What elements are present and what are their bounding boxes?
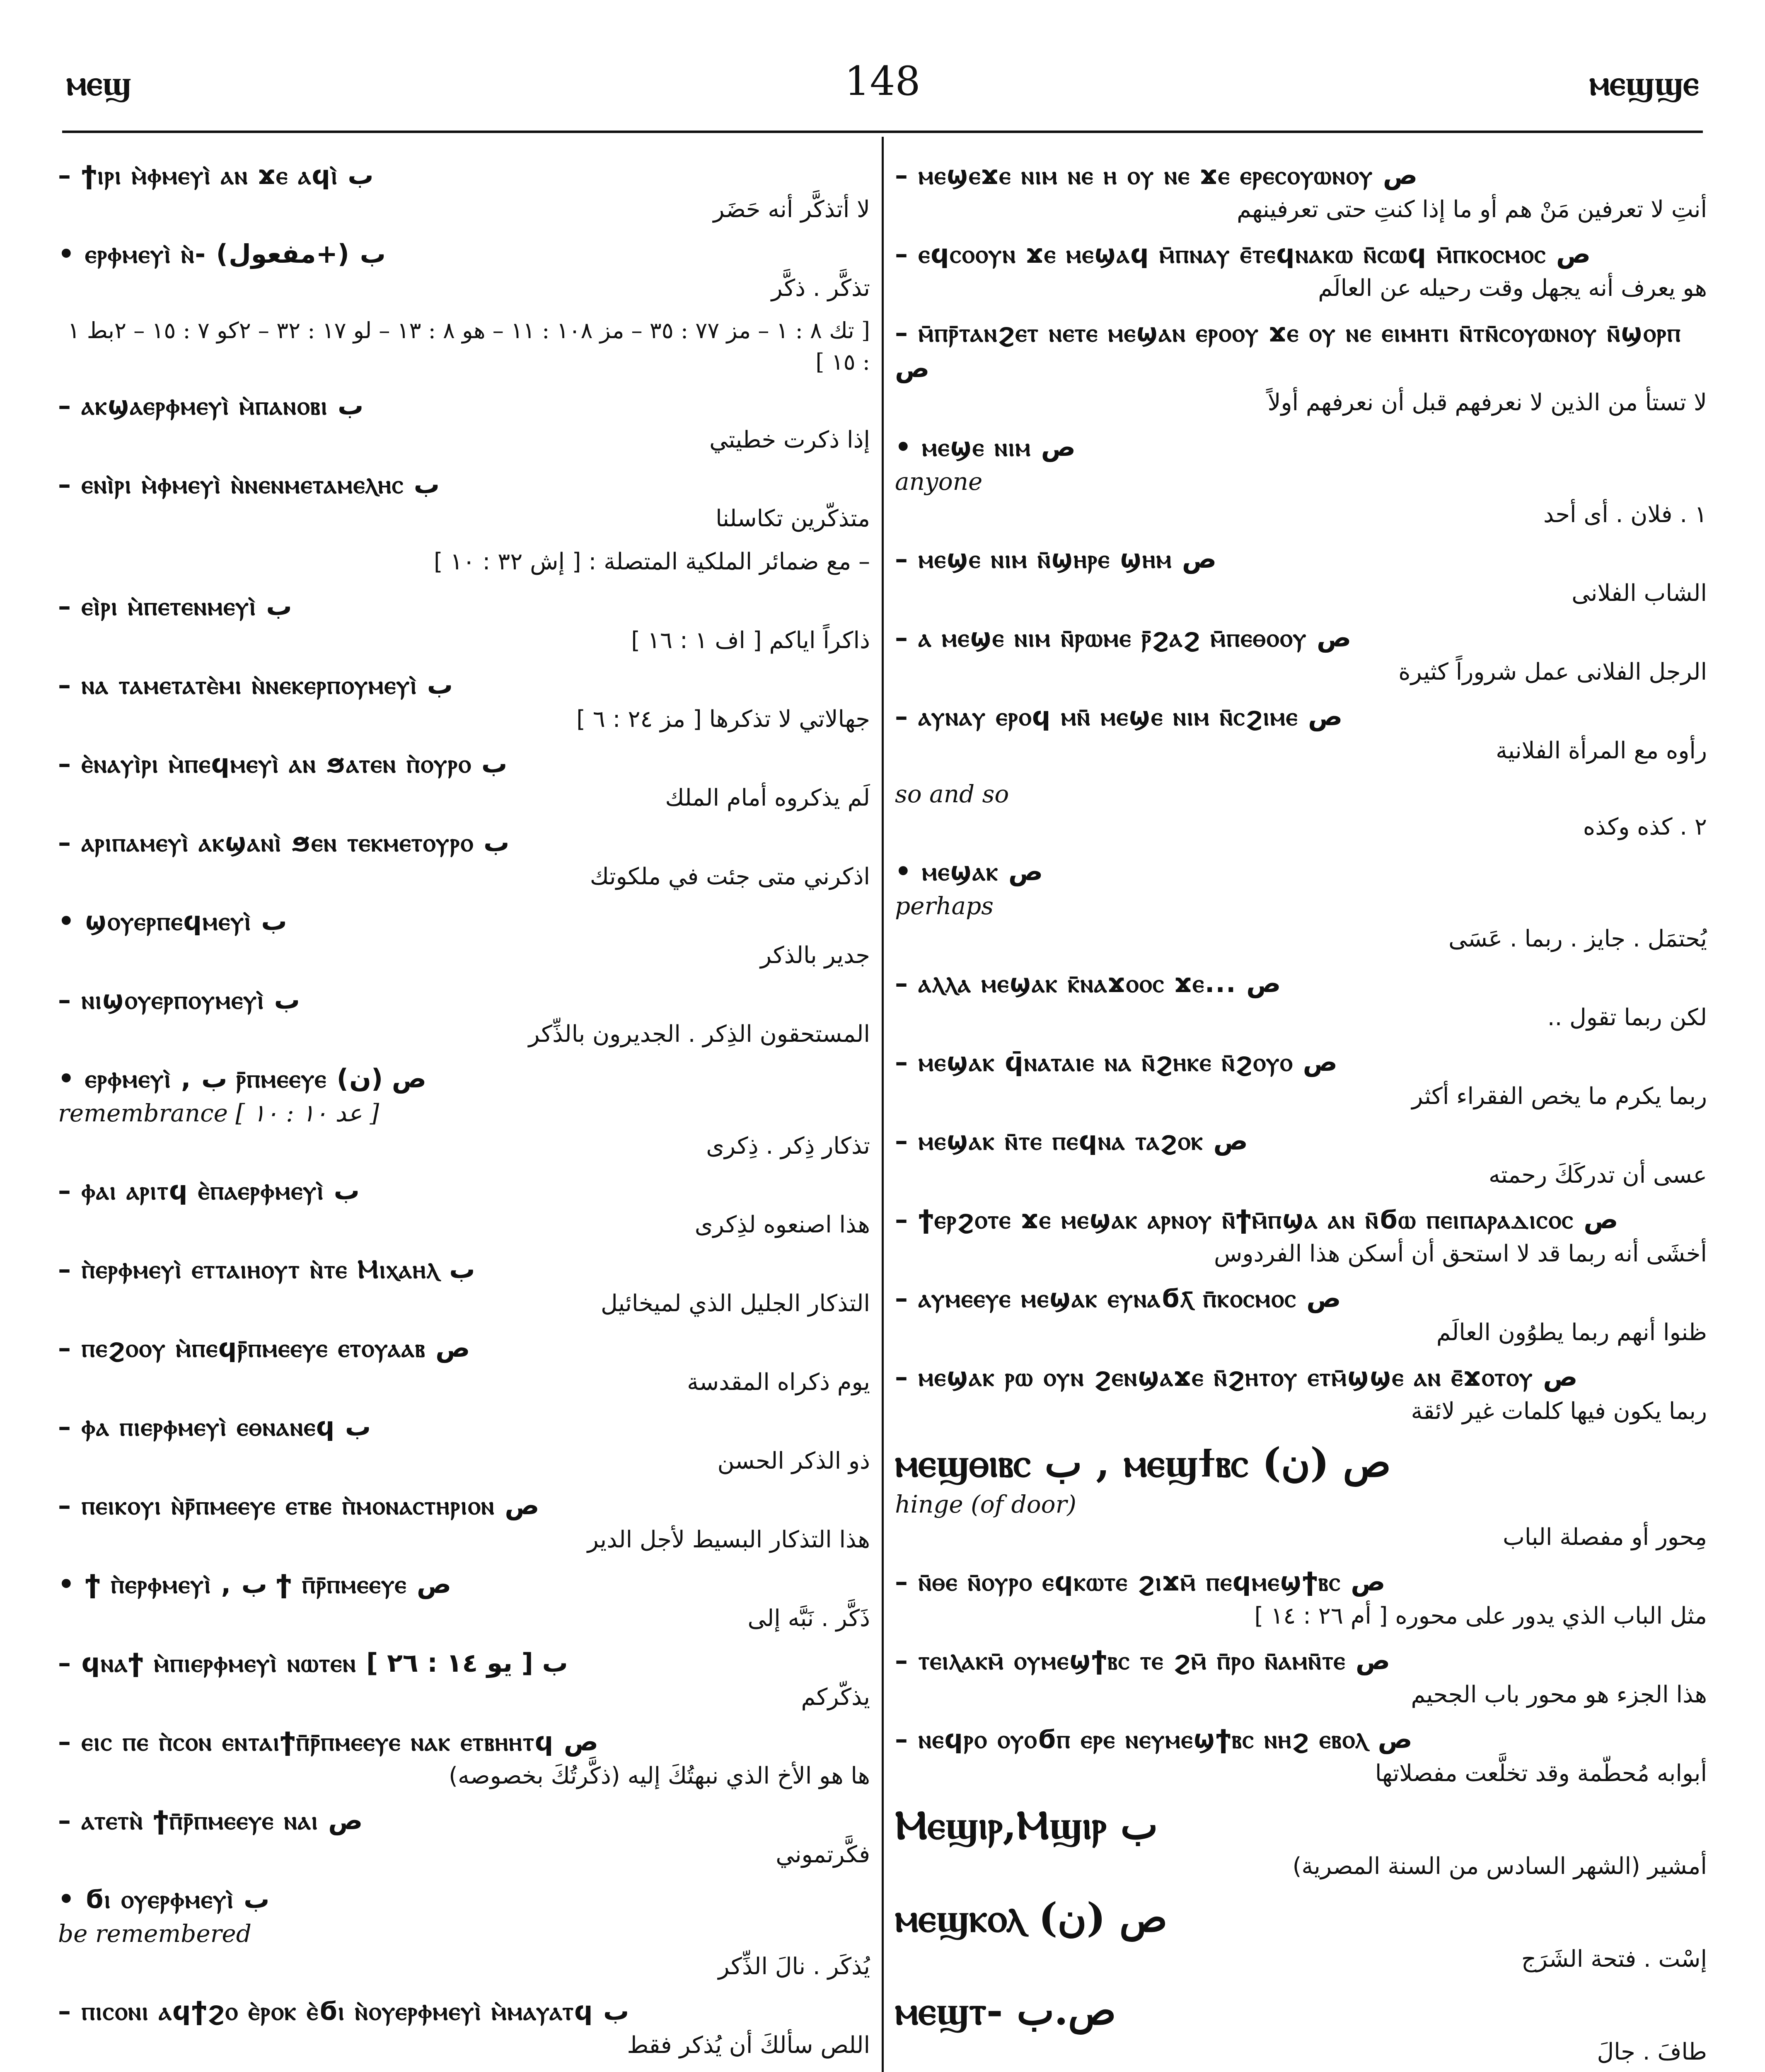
dictionary-entry <box>895 854 1707 956</box>
column-divider <box>882 137 884 2072</box>
entry-english: remembrance [ عد ١٠ : ١٠ ] <box>58 1099 380 1127</box>
dictionary-entry <box>58 388 870 457</box>
entry-arabic: اللص سألكَ أن يُذكر فقط <box>627 2032 870 2059</box>
dictionary-entry <box>58 825 870 893</box>
dictionary-entry <box>58 1881 870 1983</box>
dictionary-entry <box>895 1564 1707 1633</box>
entry-coptic: – ⲁⲩⲛⲁⲩ ⲉⲣⲟϥ ⲙⲛ̄ ⲙⲉϣⲉ ⲛⲓⲙ ⲛ̄ⲥϩⲓⲙⲉ ص <box>895 699 1707 734</box>
entry-english: hinge (of door) <box>895 1490 1076 1518</box>
entry-arabic: جدير بالذكر <box>760 942 870 969</box>
dictionary-entry <box>895 699 1707 767</box>
dictionary-entry <box>895 157 1707 226</box>
dictionary-entry <box>895 1280 1707 1349</box>
entry-coptic: – ⲡⲉϩⲟⲟⲩ ⲙ̀ⲡⲉϥⲣ̄ⲡⲙⲉⲉⲩⲉ ⲉⲧⲟⲩⲁⲁⲃ ص <box>58 1330 870 1366</box>
entry-coptic: – ⲉⲓⲥ ⲡⲉ ⲡ̀ⲥⲟⲛ ⲉⲛⲧⲁⲓϯⲡ̄ⲣ̄ⲡⲙⲉⲉⲩⲉ ⲛⲁⲕ ⲉⲧⲃⲏⲏⲧϥ ص <box>58 1724 870 1760</box>
entry-arabic: رأوه مع المرأة الفلانية <box>1496 737 1707 764</box>
entry-coptic: • ⲉⲣⲫⲙⲉⲩⲓ̀ , ب ⲣ̄ⲡⲙⲉⲉⲩⲉ (ص (ن <box>58 1061 870 1097</box>
entry-coptic: – ⲫⲁ ⲡⲓⲉⲣⲫⲙⲉⲩⲓ̀ ⲉⲑⲛⲁⲛⲉϥ ب <box>58 1409 870 1445</box>
dictionary-entry <box>895 1721 1707 1790</box>
entry-arabic: هذا التذكار البسيط لأجل الدير <box>587 1526 870 1553</box>
entry-english: so and so <box>895 780 1009 808</box>
entry-coptic: • ϭⲓ ⲟⲩⲉⲣⲫⲙⲉⲩⲓ̀ ب <box>58 1881 870 1917</box>
dictionary-entry <box>58 588 870 657</box>
entry-arabic: إسْت . فتحة الشَرَج <box>1521 1946 1707 1973</box>
dictionary-entry <box>58 157 870 226</box>
entry-arabic: ربما يكرم ما يخص الفقراء أكثر <box>1412 1083 1707 1110</box>
entry-coptic: – ϯⲉⲣϩⲟⲧⲉ ϫⲉ ⲙⲉϣⲁⲕ ⲁⲣⲛⲟⲩ ⲛ̄ϯⲙ̄ⲡϣⲁ ⲁⲛ ⲛ̄ϭⲱ ⲡⲉⲓⲡⲁⲣⲁⲇⲓⲥⲟⲥ ص <box>895 1202 1707 1237</box>
entry-arabic: هذا الجزء هو محور باب الجحيم <box>1411 1681 1707 1708</box>
entry-arabic: لا تستأ من الذين لا نعرفهم قبل أن نعرفهم أولاً <box>1267 389 1707 416</box>
entry-arabic: الشاب الفلانى <box>1572 580 1707 607</box>
header-left-word: ⲙⲉϣ <box>66 62 131 103</box>
entry-coptic: • ⲉⲣⲫⲙⲉⲩⲓ̀ ⲛ̀- (مفعول+) ب <box>58 236 870 272</box>
page-number: 148 <box>844 58 921 104</box>
dictionary-entry <box>58 982 870 1051</box>
entry-arabic: ربما يكون فيها كلمات غير لائقة <box>1411 1398 1707 1425</box>
entry-coptic: – ⲁⲧⲉⲧⲛ̀ ϯⲡ̄ⲣ̄ⲡⲙⲉⲉⲩⲉ ⲛⲁⲓ ص <box>58 1803 870 1838</box>
dictionary-entry <box>58 746 870 815</box>
entry-coptic: • ⲙⲉϣⲉ ⲛⲓⲙ ص <box>895 429 1707 465</box>
entry-coptic: – ⲙⲉϣⲁⲕ ⲣⲱ ⲟⲩⲛ ϩⲉⲛϣⲁϫⲉ ⲛ̄ϩⲏⲧⲟⲩ ⲉⲧⲙ̄ϣϣⲉ ⲁⲛ ⲉ̄ϫⲟⲧⲟⲩ ص <box>895 1359 1707 1395</box>
dictionary-entry <box>58 903 870 972</box>
entry-arabic: ذاكراً اياكم [ اف ١ : ١٦ ] <box>631 627 870 654</box>
entry-coptic: – ⲉⲓ̀ⲣⲓ ⲙ̀ⲡⲉⲧⲉⲛⲙⲉⲩⲓ̀ ب <box>58 588 870 624</box>
dictionary-entry <box>895 620 1707 689</box>
right-column <box>895 157 1707 2072</box>
dictionary-entry <box>58 545 870 579</box>
entry-arabic: التذكار الجليل الذي لميخائيل <box>601 1290 870 1317</box>
entry-arabic: هو يعرف أنه يجهل وقت رحيله عن العالَم <box>1318 275 1707 302</box>
entry-arabic: تذكار ذِكر . ذِكرى <box>706 1133 870 1159</box>
entry-arabic: أنتِ لا تعرفين مَنْ هم أو ما إذا كنتِ حتى تعرفينهم <box>1237 196 1707 223</box>
dictionary-entry <box>895 1986 1707 2069</box>
dictionary-entry <box>58 1330 870 1399</box>
entry-coptic: • ⲙⲉϣⲁⲕ ص <box>895 854 1707 889</box>
entry-arabic: يُذكَر . نالَ الذِّكر <box>718 1953 870 1980</box>
entry-arabic: مثل الباب الذي يدور على محوره [ أم ٢٦ : ١٤ ] <box>1254 1602 1707 1629</box>
entry-arabic: متذكّرين تكاسلنا <box>716 505 870 532</box>
entry-coptic: – ⲛ̄ⲑⲉ ⲛ̄ⲟⲩⲣⲟ ⲉϥⲕⲱⲧⲉ ϩⲓϫⲙ̄ ⲡⲉϥⲙⲉϣϯⲃⲥ ص <box>895 1564 1707 1600</box>
entry-coptic: – ⲛⲓϣⲟⲩⲉⲣⲡⲟⲩⲙⲉⲩⲓ̀ ب <box>58 982 870 1018</box>
entry-coptic: – ⲡⲓⲥⲟⲛⲓ ⲁϥϯϩⲟ ⲉ̀ⲣⲟⲕ ⲉ̀ϭⲓ ⲛ̀ⲟⲩⲉⲣⲫⲙⲉⲩⲓ̀ ⲙ̀ⲙⲁⲩⲁⲧϥ ب <box>58 1993 870 2029</box>
dictionary-entry <box>895 1359 1707 1428</box>
dictionary-entry <box>895 236 1707 305</box>
entry-coptic: • ϣⲟⲩⲉⲣⲡⲉϥⲙⲉⲩⲓ̀ ب <box>58 903 870 939</box>
dictionary-entry <box>58 1724 870 1793</box>
entry-coptic: – ⲧⲉⲓⲗⲁⲕⲙ̄ ⲟⲩⲙⲉϣϯⲃⲥ ⲧⲉ ϩⲙ̄ ⲡ̄ⲣⲟ ⲛ̄ⲁⲙⲛ̄ⲧⲉ ص <box>895 1643 1707 1678</box>
dictionary-entry <box>895 777 1707 844</box>
dictionary-entry <box>895 315 1707 419</box>
left-column <box>58 157 870 2072</box>
entry-coptic: – ⲡ̀ⲉⲣⲫⲙⲉⲩⲓ̀ ⲉⲧⲧⲁⲓⲏⲟⲩⲧ ⲛ̀ⲧⲉ Ⲙⲓⲭⲁⲏⲗ ب <box>58 1251 870 1287</box>
entry-headword: ⲙⲉϣⲕⲟⲗ ص (ن) <box>895 1894 1168 1941</box>
entry-coptic: – ⲁⲩⲙⲉⲉⲩⲉ ⲙⲉϣⲁⲕ ⲉⲩⲛⲁϭⲗ̄ ⲡ̄ⲕⲟⲥⲙⲟⲥ ص <box>895 1280 1707 1316</box>
entry-arabic: تذكَّر . ذكَّر <box>771 275 870 302</box>
entry-arabic: ٢ . كذه وكذه <box>1583 813 1707 840</box>
entry-ref: [ تك ٨ : ١ – مز ٧٧ : ٣٥ – مز ١٠٨ : ١١ – هو ٨ : ١٣ – لو ١٧ : ٣٢ – ٢كو ٧ : ١٥ – ٢بط ١ : ١٥ ] <box>68 317 870 375</box>
entry-arabic: ها هو الأخ الذي نبهتُكَ إليه (ذكَّرتُكَ بخصوصه) <box>449 1762 870 1789</box>
dictionary-entry <box>895 1438 1707 1554</box>
entry-headword: ⲙⲉϣⲧ- ص.ب <box>895 1987 1116 2034</box>
entry-arabic: عسى أن تدركَكَ رحمته <box>1489 1162 1707 1188</box>
entry-arabic: الرجل الفلانى عمل شروراً كثيرة <box>1398 658 1707 685</box>
entry-coptic: – ⲛⲁ ⲧⲁⲙⲉⲧⲁⲧⲉ̀ⲙⲓ ⲛ̀ⲛⲉⲕⲉⲣⲡⲟⲩⲙⲉⲩⲓ̀ ب <box>58 667 870 703</box>
dictionary-entry <box>58 1061 870 1163</box>
entry-arabic: – مع ضمائر الملكية المتصلة : [ إش ٣٢ : ١٠ ] <box>433 548 870 575</box>
entry-coptic: • ϯ ⲡ̀ⲉⲣⲫⲙⲉⲩⲓ̀ , ب ϯ ⲡ̄ⲣ̄ⲡⲙⲉⲉⲩⲉ ص <box>58 1566 870 1602</box>
dictionary-entry <box>58 1645 870 1714</box>
entry-coptic: – ⲫⲁⲓ ⲁⲣⲓⲧϥ ⲉ̀ⲡⲁⲉⲣⲫⲙⲉⲩⲓ̀ ب <box>58 1173 870 1208</box>
entry-arabic: أمشير (الشهر السادس من السنة المصرية) <box>1292 1853 1707 1880</box>
entry-arabic: ذَكَّر . نَبَّه إلى <box>747 1605 870 1632</box>
entry-coptic: – ⲁⲕϣⲁⲉⲣⲫⲙⲉⲩⲓ̀ ⲙ̀ⲡⲁⲛⲟⲃⲓ ب <box>58 388 870 424</box>
entry-arabic: ١ . فلان . أى أحد <box>1543 501 1707 528</box>
dictionary-entry <box>895 1044 1707 1113</box>
entry-coptic: – ⲙⲉϣⲁⲕ ⲛ̄ⲧⲉ ⲡⲉϥⲛⲁ ⲧⲁϩⲟⲕ ص <box>895 1123 1707 1159</box>
entry-arabic: المستحقون الذِكر . الجديرون بالذِّكر <box>528 1021 870 1048</box>
entry-arabic: جهالاتي لا تذكرها [ مز ٢٤ : ٦ ] <box>576 706 870 733</box>
entry-coptic: – ⲁ ⲙⲉϣⲉ ⲛⲓⲙ ⲛ̄ⲣⲱⲙⲉ ⲣ̄ϩⲁϩ ⲙ̄ⲡⲉⲑⲟⲟⲩ ص <box>895 620 1707 656</box>
dictionary-entry <box>58 467 870 535</box>
dictionary-entry <box>58 1251 870 1320</box>
entry-coptic: – ⲡⲉⲓⲕⲟⲩⲓ ⲛ̀ⲣ̄ⲡⲙⲉⲉⲩⲉ ⲉⲧⲃⲉ ⲡ̀ⲙⲟⲛⲁⲥⲧⲏⲣⲓⲟⲛ ص <box>58 1488 870 1523</box>
entry-coptic: – ⲉ̀ⲛⲁⲩⲓ̀ⲣⲓ ⲙ̀ⲡⲉϥⲙⲉⲩⲓ̀ ⲁⲛ ϧⲁⲧⲉⲛ ⲡ̀ⲟⲩⲣⲟ ب <box>58 746 870 782</box>
entry-coptic: – ⲉⲛⲓ̀ⲣⲓ ⲙ̀ⲫⲙⲉⲩⲓ̀ ⲛ̀ⲛⲉⲛⲙⲉⲧⲁⲙⲉⲗⲏⲥ ب <box>58 467 870 502</box>
entry-arabic: لكن ربما تقول .. <box>1547 1004 1707 1031</box>
dictionary-entry <box>895 966 1707 1034</box>
dictionary-entry <box>58 315 870 378</box>
entry-english: be remembered <box>58 1920 251 1948</box>
entry-arabic: يُحتمَل . جايز . ربما . عَسَى <box>1448 925 1707 952</box>
dictionary-entry <box>895 1893 1707 1976</box>
entry-coptic: – ⲙⲉϣⲁⲕ ϥ̄ⲛⲁⲧⲁⲓⲉ ⲛⲁ ⲛ̄ϩⲏⲕⲉ ⲛ̄ϩⲟⲩⲟ ص <box>895 1044 1707 1080</box>
entry-english: perhaps <box>895 892 994 920</box>
dictionary-entry <box>58 667 870 736</box>
dictionary-entry <box>58 1409 870 1478</box>
entry-coptic: – ⲁⲗⲗⲁ ⲙⲉϣⲁⲕ ⲕ̄ⲛⲁϫⲟⲟⲥ ϫⲉ... ص <box>895 966 1707 1001</box>
dictionary-entry <box>895 1800 1707 1883</box>
dictionary-entry <box>58 1566 870 1635</box>
entry-arabic: مِحور أو مفصلة الباب <box>1503 1524 1707 1551</box>
entry-arabic: ظنوا أنهم ربما يطوُون العالَم <box>1436 1319 1707 1346</box>
entry-coptic: – ⲙ̄ⲡⲣ̄ⲧⲁⲛϩⲉⲧ ⲛⲉⲧⲉ ⲙⲉϣⲁⲛ ⲉⲣⲟⲟⲩ ϫⲉ ⲟⲩ ⲛⲉ ⲉⲓⲙⲏⲧⲓ ⲛ̄ⲧⲛ̄ⲥⲟⲩⲱⲛⲟⲩ ⲛ̄ϣⲟⲣⲡ ص <box>895 315 1707 386</box>
entry-arabic: أخشَى أنه ربما قد لا استحق أن أسكن هذا الفردوس <box>1214 1240 1707 1267</box>
entry-arabic: يوم ذكراه المقدسة <box>687 1369 870 1396</box>
dictionary-entry <box>58 236 870 305</box>
entry-coptic: – ϥⲛⲁϯ ⲙ̀ⲡⲓⲉⲣⲫⲙⲉⲩⲓ̀ ⲛⲱⲧⲉⲛ ب [ يو ١٤ : ٢٦ ] <box>58 1645 870 1681</box>
entry-arabic: لَم يذكروه أمام الملك <box>665 784 870 811</box>
entry-arabic: طافَ . جالَ <box>1597 2038 1707 2065</box>
dictionary-entry <box>58 1173 870 1242</box>
dictionary-entry <box>895 429 1707 531</box>
entry-arabic: هذا اصنعوه لذِكرى <box>694 1211 870 1238</box>
entry-coptic: – ⲉϥⲥⲟⲟⲩⲛ ϫⲉ ⲙⲉϣⲁϥ ⲙ̄ⲡⲛⲁⲩ ⲉ̄ⲧⲉϥⲛⲁⲕⲱ ⲛ̄ⲥⲱϥ ⲙ̄ⲡⲕⲟⲥⲙⲟⲥ ص <box>895 236 1707 272</box>
entry-coptic: – ⲛⲉϥⲣⲟ ⲟⲩⲟϭⲡ ⲉⲣⲉ ⲛⲉⲩⲙⲉϣϯⲃⲥ ⲛⲏϩ ⲉⲃⲟⲗ ص <box>895 1721 1707 1757</box>
dictionary-entry <box>895 1643 1707 1711</box>
dictionary-entry <box>58 1488 870 1556</box>
dictionary-entry <box>895 1123 1707 1192</box>
header-rule <box>62 131 1703 133</box>
page-header <box>0 0 1765 120</box>
entry-arabic: يذكّركم <box>801 1684 870 1711</box>
entry-headword: Ⲙⲉϣⲓⲣ,Ⲙϣⲓⲣ ب <box>895 1801 1158 1848</box>
entry-coptic: – ⲁⲣⲓⲡⲁⲙⲉⲩⲓ̀ ⲁⲕϣⲁⲛⲓ̀ ϧⲉⲛ ⲧⲉⲕⲙⲉⲧⲟⲩⲣⲟ ب <box>58 825 870 860</box>
entry-arabic: ذو الذكر الحسن <box>717 1447 870 1474</box>
dictionary-entry <box>58 1803 870 1871</box>
header-right-word: ⲙⲉϣϣⲉ <box>1589 62 1699 103</box>
entry-headword: ⲙⲉϣⲑⲓⲃⲥ ب , ⲙⲉϣϯⲃⲥ ص (ن) <box>895 1439 1391 1486</box>
entry-arabic: فكَّرتموني <box>776 1841 870 1868</box>
dictionary-entry <box>58 1993 870 2062</box>
entry-english: anyone <box>895 467 983 496</box>
entry-coptic: – ⲙⲉϣⲉ ⲛⲓⲙ ⲛ̄ϣⲏⲣⲉ ϣⲏⲙ ص <box>895 541 1707 577</box>
dictionary-entry <box>895 1202 1707 1271</box>
entry-coptic: – ϯⲓⲣⲓ ⲙ̀ⲫⲙⲉⲩⲓ̀ ⲁⲛ ϫⲉ ⲁϥⲓ̀ ب <box>58 157 870 193</box>
entry-arabic: إذا ذكرت خطيتي <box>709 426 870 453</box>
dictionary-entry <box>895 541 1707 610</box>
entry-arabic: أبوابه مُحطّمة وقد تخلَّعت مفصلاتها <box>1375 1760 1707 1787</box>
entry-arabic: اذكرني متى جئت في ملكوتك <box>590 863 870 890</box>
entry-coptic: – ⲙⲉϣⲉϫⲉ ⲛⲓⲙ ⲛⲉ ⲏ ⲟⲩ ⲛⲉ ϫⲉ ⲉⲣⲉⲥⲟⲩⲱⲛⲟⲩ ص <box>895 157 1707 193</box>
entry-arabic: لا أتذكَّر أنه حَضَر <box>713 196 870 223</box>
